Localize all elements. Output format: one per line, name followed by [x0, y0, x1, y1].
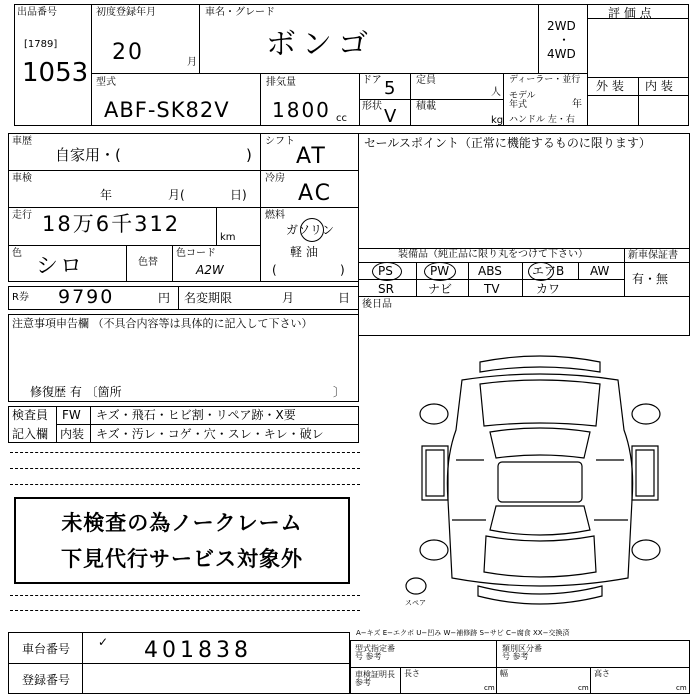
memo-line — [10, 610, 360, 611]
fw-label: FW — [62, 408, 81, 422]
equip-ps-circle — [372, 262, 402, 281]
color-label: 色 — [12, 248, 22, 259]
lot-number: 1053 — [22, 58, 89, 88]
first-reg-label: 初度登録年月 — [96, 7, 156, 18]
load-label: 積載 — [416, 101, 436, 112]
equip-sr: SR — [378, 282, 394, 296]
model-value: ABF-SK82V — [104, 98, 230, 122]
person-unit: 人 — [491, 87, 501, 98]
equip-airbag-circle — [528, 262, 554, 281]
repair-close: 〕 — [333, 385, 346, 399]
sales-point-box — [358, 133, 690, 249]
notice-line-2: 下見代行サービス対象外 — [61, 547, 303, 571]
repair-label: 修復歴 有 〔箇所 — [30, 385, 122, 399]
capacity-label: 定員 — [416, 75, 436, 86]
lot-bracket: [1789] — [24, 39, 58, 50]
memo-line — [10, 484, 360, 485]
first-reg-year: 20 — [112, 40, 144, 65]
model-year-label: モデル 年式 — [509, 91, 536, 110]
reg-label: 登録番号 — [22, 673, 71, 687]
notice-box — [14, 497, 350, 584]
ac-value: AC — [298, 181, 333, 206]
fuel-paren-open: ( — [272, 263, 277, 277]
history-value: 自家用・( — [55, 146, 121, 164]
lot-label: 出品番号 — [17, 7, 57, 18]
handle-label: ハンドル 左・右 — [509, 115, 575, 125]
fuel-diesel: 軽 油 — [290, 245, 318, 259]
designation-label: 型式指定番号 参考 — [355, 644, 395, 661]
height-label: 高さ — [594, 669, 610, 678]
equip-navi: ナビ — [428, 282, 453, 296]
post-item-box — [358, 296, 690, 336]
fuel-gas: ガソリン — [286, 223, 335, 237]
first-reg-month-unit: 月 — [187, 57, 197, 68]
exterior-label: 外 装 — [596, 79, 624, 93]
check-mark: ✓ — [98, 635, 109, 649]
equip-aw: AW — [590, 264, 610, 278]
warranty-value: 有・無 — [632, 272, 669, 286]
length-cm: cm — [484, 684, 495, 692]
spare-label: スペア — [405, 599, 426, 607]
color-change-label: 色替 — [138, 257, 158, 268]
name-change-label: 名変期限 — [184, 291, 233, 305]
interior-insp-label: 内装 — [60, 427, 85, 441]
mileage-value: 18万6千312 — [42, 212, 181, 236]
chassis-value: 401838 — [144, 638, 252, 663]
memo-line — [10, 595, 360, 596]
fuel-gas-circle — [300, 218, 324, 242]
damage-legend: A−キズ E−エクボ U−凹み W−補修跡 S−サビ C−腐食 XX−交換済 — [356, 629, 570, 637]
shift-label: シフト — [265, 136, 295, 147]
name-change-month: 月 — [282, 291, 295, 305]
equip-airbag: エアB — [532, 264, 565, 278]
cc-unit: cc — [336, 113, 347, 124]
inspection-year-unit: 年 — [100, 188, 113, 202]
kg-unit: kg — [491, 115, 504, 126]
shift-value: AT — [296, 144, 327, 169]
inspection-month-unit: 月( — [168, 188, 185, 202]
interior-insp-text: キズ・汚レ・コゲ・穴・スレ・キレ・破レ — [96, 427, 324, 441]
inspection-day-unit: 日) — [230, 188, 247, 202]
history-label: 車歴 — [12, 136, 32, 147]
fw-text: キズ・飛石・ヒビ割・リペア跡・X要 — [96, 408, 296, 422]
history-close: ) — [246, 146, 252, 164]
warranty-label: 新車保証書 — [628, 250, 678, 261]
car-name-label: 車名・グレード — [205, 7, 275, 18]
shape-label: 形状 — [362, 101, 382, 112]
memo-line — [10, 452, 360, 453]
length-label: 長さ — [404, 669, 420, 678]
r-value: 9790 — [58, 286, 115, 308]
inspector-label-2: 記入欄 — [12, 427, 49, 441]
r-label: R券 — [12, 292, 29, 303]
cert-label: 車検証明長 参考 — [355, 670, 395, 687]
displacement-label: 排気量 — [266, 77, 296, 88]
door-label: ドア — [362, 75, 382, 86]
equipment-title: 装備品（純正品に限り丸をつけて下さい） — [398, 249, 588, 260]
model-label: 型式 — [96, 77, 116, 88]
color-code-label: 色コード — [176, 248, 216, 259]
equip-pw-circle — [424, 262, 456, 281]
notes-title: 注意事項申告欄 （不具合内容等は具体的に記入して下さい） — [12, 317, 313, 330]
r-yen-unit: 円 — [158, 291, 171, 305]
width-label: 幅 — [500, 669, 508, 678]
inspector-label-1: 検査員 — [12, 408, 49, 422]
mileage-label: 走行 — [12, 210, 32, 221]
memo-line — [10, 468, 360, 469]
model-year-unit: 年 — [572, 99, 582, 110]
fuel-label: 燃料 — [265, 210, 285, 221]
chassis-label: 車台番号 — [22, 642, 71, 656]
km-unit: km — [220, 232, 236, 243]
displacement-value: 1800 — [272, 98, 331, 122]
width-cm: cm — [578, 684, 589, 692]
door-value: 5 — [384, 78, 396, 99]
equip-leather: カワ — [536, 282, 561, 296]
equip-ps: PS — [378, 264, 393, 278]
dealer-label: ディーラー・並行 — [509, 75, 581, 85]
drive-4wd: 4WD — [547, 47, 576, 61]
equip-tv: TV — [484, 282, 500, 296]
grade-label: 評 価 点 — [608, 6, 652, 20]
drive-2wd: 2WD — [547, 19, 576, 33]
drive-dot: ・ — [558, 33, 571, 47]
color-code-value: A2W — [196, 263, 224, 277]
car-body-diagram — [400, 350, 680, 630]
fuel-paren-close: ) — [340, 263, 345, 277]
notice-line-1: 未検査の為ノークレーム — [61, 511, 303, 535]
ac-label: 冷房 — [265, 173, 285, 184]
color-value: シロ — [36, 254, 85, 279]
interior-label: 内 装 — [645, 79, 673, 93]
car-name: ボンゴ — [266, 27, 374, 62]
shape-value: V — [384, 106, 397, 127]
height-cm: cm — [676, 684, 687, 692]
category-label: 類別区分番号 参考 — [502, 644, 542, 661]
name-change-day: 日 — [338, 291, 351, 305]
equip-abs: ABS — [478, 264, 502, 278]
inspection-label: 車検 — [12, 173, 32, 184]
sales-point-label: セールスポイント（正常に機能するものに限ります） — [364, 136, 651, 150]
equip-pw: PW — [430, 264, 450, 278]
post-item-label: 後日品 — [362, 299, 392, 310]
